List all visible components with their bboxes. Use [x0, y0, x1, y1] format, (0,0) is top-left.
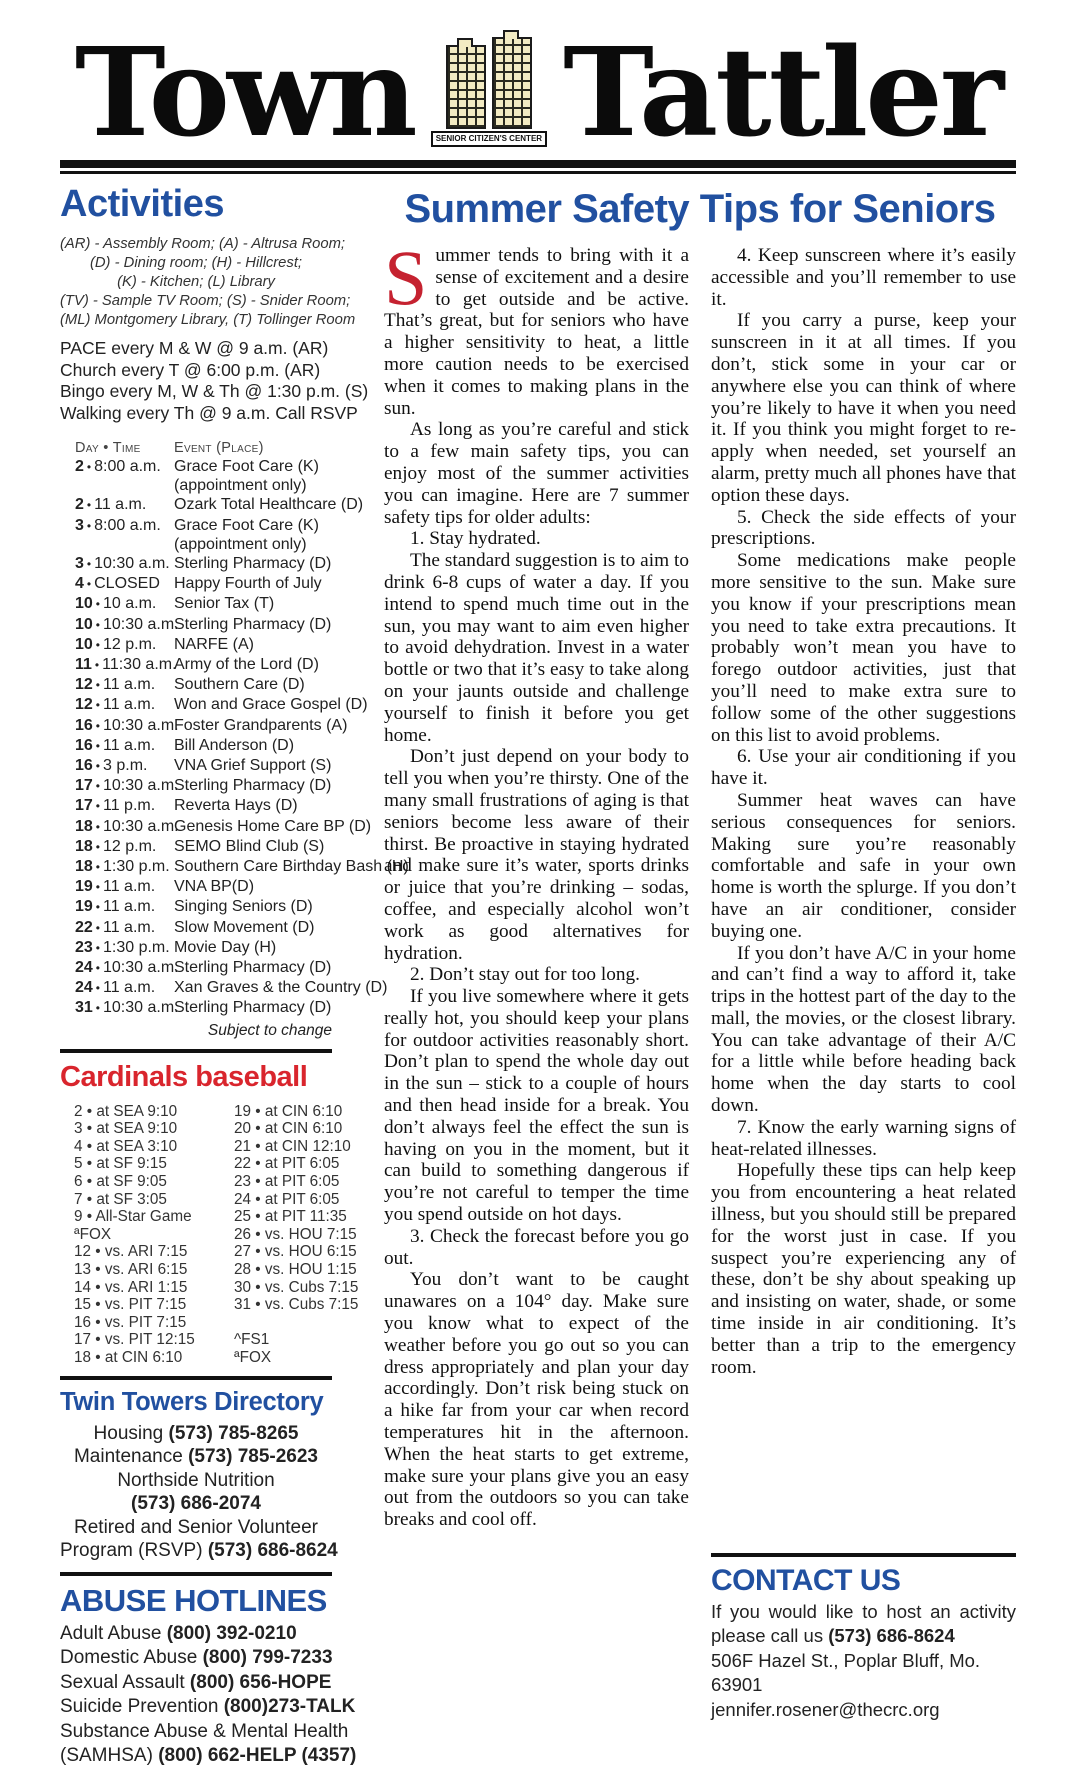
activity-day-time: 4 • CLOSED	[75, 575, 160, 593]
legend-line: (TV) - Sample TV Room; (S) - Snider Room;	[60, 293, 351, 309]
article-paragraph: 2. Don’t stay out for too long.	[410, 964, 640, 986]
bullet-separator: •	[95, 718, 100, 733]
bullet-separator: •	[95, 698, 100, 713]
activity-row	[75, 776, 332, 796]
activity-event: Sterling Pharmacy (D)	[174, 555, 332, 573]
article-paragraph: The standard suggestion is to aim to drink 6-8 cups of water a day. If you intend to spend much time out in the sun, you may want to aim even higher to avoid dehydration. Invest in a water bottle or two that it’s easy to take along on your jaunts outside and challenge yourself to finish it before you get home.	[384, 550, 689, 746]
activity-event: Won and Grace Gospel (D)	[174, 696, 368, 714]
activity-row	[75, 655, 332, 675]
baseball-game: 24 • at PIT 6:05	[234, 1190, 340, 1208]
activity-row	[75, 675, 332, 695]
bullet-separator: •	[95, 860, 100, 875]
activity-event: Reverta Hays (D)	[174, 797, 298, 815]
section-divider	[60, 1572, 332, 1576]
activity-day-time: 10 • 10:30 a.m.	[75, 615, 179, 633]
bullet-separator: •	[95, 880, 100, 895]
activity-day-time: 31 • 10:30 a.m.	[75, 999, 179, 1017]
article-paragraph: 4. Keep sunscreen where it’s easily accessible and you’ll remember to use it.	[711, 245, 1016, 310]
baseball-game: 4 • at SEA 3:10	[74, 1137, 178, 1155]
activity-day-time: 16 • 11 a.m.	[75, 736, 156, 754]
bullet-separator: •	[95, 779, 100, 794]
activity-day-time: 18 • 12 p.m.	[75, 837, 157, 855]
baseball-game: 16 • vs. PIT 7:15	[74, 1313, 187, 1331]
directory-line: Northside Nutrition	[117, 1469, 275, 1491]
hotline-lines	[60, 1622, 357, 1769]
article-paragraph: You don’t want to be caught unawares on a 104° day. Make sure you know what to expect of the weather before you go out so you can dress appropriately and plan your day accordingly. Don’t risk being stuck on a hike far from your car when record temperatures hit in the afternoon. When the heat starts to get extreme, make sure your plans give you an easy out from the outdoors so you can take breaks and cool off.	[384, 1269, 689, 1531]
activity-day-time: 11 • 11:30 a.m.	[75, 656, 177, 674]
baseball-game: 25 • at PIT 11:35	[234, 1208, 347, 1226]
baseball-column-left	[74, 1103, 234, 1367]
hotline-line: Sexual Assault (800) 656-HOPE	[60, 1671, 332, 1693]
baseball-game: 2 • at SEA 9:10	[74, 1102, 178, 1120]
bullet-separator: •	[95, 920, 100, 935]
activity-event: Army of the Lord (D)	[174, 656, 319, 674]
bullet-separator: •	[95, 597, 100, 612]
article-paragraph: Hopefully these tips can help keep you from encountering a heat related illness, but you should still be prepared for the worst just in case. If you suspect you’re experiencing any of these, don’t be shy about speaking up and insisting on water, shade, or some time inside in air conditioning. It’s better than a trip to the emergency room.	[711, 1160, 1016, 1378]
activity-row	[75, 495, 364, 515]
bullet-separator: •	[86, 577, 92, 592]
article-paragraph: 7. Know the early warning signs of heat-related illnesses.	[711, 1116, 1016, 1160]
legend-line: (ML) Montgomery Library, (T) Tollinger Room	[60, 312, 356, 328]
activity-row	[75, 817, 372, 837]
activity-day-time: 10 • 10 a.m.	[75, 595, 157, 613]
legend-line: (K) - Kitchen; (L) Library	[117, 274, 275, 290]
activity-row	[75, 897, 332, 917]
hotline-line: Substance Abuse & Mental Health	[60, 1720, 349, 1742]
activity-event: Genesis Home Care BP (D)	[174, 817, 372, 835]
baseball-game: 19 • at CIN 6:10	[234, 1102, 343, 1120]
baseball-game: 26 • vs. HOU 7:15	[234, 1225, 357, 1243]
contact-email: jennifer.rosener@thecrc.org	[711, 1699, 940, 1721]
baseball-game	[234, 1314, 358, 1332]
activity-row	[75, 918, 332, 938]
activity-event: Slow Movement (D)	[174, 918, 315, 936]
recurring-line: Church every T @ 6:00 p.m. (AR)	[60, 359, 321, 380]
activity-row	[75, 554, 332, 574]
baseball-column-right	[234, 1103, 358, 1367]
activity-day-time: 22 • 11 a.m.	[75, 918, 156, 936]
activity-event: Sterling Pharmacy (D)	[174, 999, 332, 1017]
activity-row	[75, 457, 332, 495]
tower-left	[446, 45, 486, 129]
room-legend	[60, 235, 356, 330]
activity-event: SEMO Blind Club (S)	[174, 837, 325, 855]
activities-title: Activities	[60, 183, 224, 225]
article-columns	[384, 234, 1016, 1723]
page-content	[60, 178, 1016, 1769]
activity-event: Grace Foot Care (K) (appointment only)	[174, 457, 332, 495]
bullet-separator: •	[95, 961, 100, 976]
baseball-game: 18 • at CIN 6:10	[74, 1349, 183, 1366]
baseball-game: 15 • vs. PIT 7:15	[74, 1296, 187, 1314]
twin-towers-icon	[431, 37, 547, 147]
activity-event: Movie Day (H)	[174, 938, 277, 956]
masthead-title-town: Town	[74, 20, 415, 165]
tower-cap	[503, 30, 519, 39]
activity-row	[75, 877, 332, 897]
baseball-game: 31 • vs. Cubs 7:15	[234, 1296, 359, 1314]
bullet-separator: •	[95, 617, 100, 632]
article-paragraph: 1. Stay hydrated.	[410, 528, 541, 550]
bullet-separator: •	[86, 518, 92, 533]
activity-day-time: 24 • 10:30 a.m.	[75, 959, 179, 977]
header-day-time: Day • Time	[75, 440, 141, 456]
activity-row	[75, 615, 332, 635]
activity-day-time: 12 • 11 a.m.	[75, 696, 156, 714]
bullet-separator: •	[94, 658, 100, 673]
activities-table	[60, 439, 409, 1040]
baseball-title: Cardinals baseball	[60, 1060, 308, 1093]
activity-row	[75, 695, 368, 715]
recurring-line: Walking every Th @ 9 a.m. Call RSVP	[60, 402, 358, 423]
tower-right	[492, 37, 532, 129]
baseball-game: ªFOX	[234, 1349, 272, 1366]
subject-to-change-note: Subject to change	[207, 1021, 332, 1039]
activity-row	[75, 635, 332, 655]
contact-phone: (573) 686-8624	[828, 1625, 955, 1647]
directory-line: Housing (573) 785-8265	[93, 1422, 299, 1444]
article-title: Summer Safety Tips for Seniors	[404, 187, 996, 231]
activity-row	[75, 716, 348, 736]
baseball-game: 20 • at CIN 6:10	[234, 1120, 343, 1138]
contact-address: 506F Hazel St., Poplar Bluff, Mo. 63901	[711, 1650, 981, 1696]
activity-day-time: 18 • 1:30 p.m.	[75, 858, 170, 876]
bullet-separator: •	[86, 460, 92, 474]
section-divider	[60, 1376, 332, 1380]
baseball-game: 22 • at PIT 6:05	[234, 1155, 340, 1173]
activity-row	[75, 796, 332, 816]
article-paragraph: 3. Check the forecast before you go out.	[384, 1225, 689, 1269]
activity-event: Bill Anderson (D)	[174, 736, 295, 754]
activity-note: (appointment only)	[174, 535, 307, 553]
activity-event: Grace Foot Care (K) (appointment only)	[174, 516, 332, 554]
hotline-line: Domestic Abuse (800) 799-7233	[60, 1647, 333, 1669]
hotlines-title: ABUSE HOTLINES	[60, 1582, 327, 1618]
section-divider	[60, 1049, 332, 1053]
baseball-game: 30 • vs. Cubs 7:15	[234, 1278, 359, 1296]
activity-event: Sterling Pharmacy (D)	[174, 615, 332, 633]
activity-event: Foster Grandparents (A)	[174, 716, 348, 734]
activity-day-time: 23 • 1:30 p.m.	[75, 938, 170, 956]
baseball-game: 6 • at SF 9:05	[74, 1173, 167, 1191]
activity-day-time: 19 • 11 a.m.	[75, 898, 156, 916]
article-paragraph: 6. Use your air conditioning if you have it.	[711, 746, 1016, 790]
directory-line: Program (RSVP) (573) 686-8624	[60, 1540, 338, 1562]
contact-title: CONTACT US	[711, 1564, 901, 1598]
activity-row	[75, 978, 388, 998]
article-paragraph: If you live somewhere where it gets really hot, you should keep your plans for outdoor activities reasonably short. Don’t plan to spend the whole day out in the sun – stick to a couple of hours and then head inside for a break. You don’t always feel the effect the sun is having on you in the moment, but it can build to something dangerous if you’re not careful to temper the time you spend outside on hot days.	[384, 986, 689, 1226]
activity-row	[75, 594, 332, 614]
masthead	[60, 16, 1016, 165]
activity-day-time: 16 • 3 p.m.	[75, 757, 148, 775]
contact-section	[711, 1553, 1016, 1722]
activity-row	[75, 516, 332, 554]
activity-row	[75, 938, 332, 958]
dropcap-letter: S	[384, 234, 428, 321]
baseball-game: 7 • at SF 3:05	[74, 1190, 167, 1208]
activity-note: (appointment only)	[174, 477, 307, 495]
bullet-separator: •	[86, 498, 92, 513]
activity-day-time: 3 • 8:00 a.m.	[75, 516, 161, 534]
article-col2-paragraphs	[711, 245, 1016, 1378]
activity-event: Singing Seniors (D)	[174, 898, 313, 916]
activity-day-time: 12 • 11 a.m.	[75, 676, 156, 694]
header-event: Event (Place)	[174, 440, 264, 456]
activity-event: NARFE (A)	[174, 635, 254, 653]
baseball-game: 23 • at PIT 6:05	[234, 1173, 340, 1191]
directory-title: Twin Towers Directory	[60, 1387, 324, 1416]
hotline-line: (SAMHSA) (800) 662-HELP (4357)	[60, 1745, 357, 1767]
legend-line: (D) - Dining room; (H) - Hillcrest;	[89, 255, 303, 271]
left-column	[60, 178, 409, 1769]
bullet-separator: •	[95, 839, 100, 854]
contact-intro	[711, 1600, 1016, 1648]
activity-event: VNA BP(D)	[174, 878, 255, 896]
baseball-game: 27 • vs. HOU 6:15	[234, 1243, 357, 1261]
baseball-game: 3 • at SEA 9:10	[74, 1120, 178, 1138]
activity-row	[75, 756, 332, 776]
activity-row	[75, 958, 332, 978]
baseball-game: 14 • vs. ARI 1:15	[74, 1278, 188, 1296]
activity-day-time: 24 • 11 a.m.	[75, 979, 156, 997]
contact-intro-text: If you would like to host an activity please call us	[711, 1601, 1016, 1647]
activity-event: Southern Care (D)	[174, 676, 305, 694]
activity-row	[75, 736, 332, 756]
activity-row	[75, 998, 332, 1018]
activity-day-time: 17 • 10:30 a.m.	[75, 777, 179, 795]
article-paragraph: If you don’t have A/C in your home and can’t find a way to afford it, take trips in the hottest part of the day to the mall, the movies, or the closest library. You can take advantage of their A/C for a little while before heading back home when the day starts to cool down.	[711, 942, 1016, 1117]
senior-center-label: SENIOR CITIZEN'S CENTER	[431, 131, 547, 147]
activity-event: Happy Fourth of July	[174, 575, 322, 593]
opening-text: ummer tends to bring with it a sense of excitement and a desire to get outside and be active. That’s great, but for seniors who have a higher sensitivity to heat, a little more caution needs to be exercised when it comes to making plans in the sun.	[384, 245, 689, 419]
activity-event: Southern Care Birthday Bash (H)	[174, 858, 409, 876]
directory-lines	[60, 1422, 338, 1563]
article-column-2	[711, 245, 1016, 1723]
activity-event: Xan Graves & the Country (D)	[174, 979, 388, 997]
article-paragraph: 5. Check the side effects of your prescriptions.	[711, 506, 1016, 550]
article-paragraph: As long as you’re careful and stick to a few main safety tips, you can enjoy most of the summer activities you can imagine. Here are 7 summer safety tips for older adults:	[384, 419, 689, 528]
activities-rows	[75, 457, 409, 1019]
recurring-line: PACE every M & W @ 9 a.m. (AR)	[60, 338, 329, 358]
bullet-separator: •	[95, 637, 100, 652]
baseball-game: ^FS1	[234, 1331, 270, 1349]
bullet-separator: •	[95, 900, 100, 915]
article-opening-paragraph	[384, 234, 689, 419]
baseball-game: 28 • vs. HOU 1:15	[234, 1261, 357, 1279]
article-paragraph: If you carry a purse, keep your sunscreen in it at all times. If you don’t, stick some in your car or anywhere else you can think of where you’re likely to have it when you need it. If you think you might forget to re-apply when needed, set yourself an alarm, pretty much all phones have that option these days.	[711, 310, 1016, 506]
activity-day-time: 19 • 11 a.m.	[75, 878, 156, 896]
bullet-separator: •	[95, 678, 100, 693]
towers-graphic	[446, 37, 532, 129]
activity-day-time: 10 • 12 p.m.	[75, 635, 157, 653]
directory-line: (573) 686-2074	[131, 1493, 261, 1515]
activity-day-time: 18 • 10:30 a.m.	[75, 817, 179, 835]
bullet-separator: •	[95, 981, 100, 996]
baseball-game: 5 • at SF 9:15	[74, 1155, 167, 1173]
article-column-1	[384, 234, 689, 1723]
activity-row	[75, 574, 332, 594]
article-paragraph: Some medications make people more sensitive to the sun. Make sure you know if your prescriptions mean you need to take extra precautions. It probably won’t mean you have to forego outdoor activities, just that you’ll need to make extra sure to follow some of the other suggestions on this list to avoid problems.	[711, 550, 1016, 746]
legend-line: (AR) - Assembly Room; (A) - Altrusa Room;	[60, 236, 346, 252]
directory-line: Retired and Senior Volunteer	[74, 1516, 318, 1538]
directory-line: Maintenance (573) 785-2623	[73, 1446, 318, 1468]
activity-day-time: 2 • 11 a.m.	[75, 496, 147, 514]
bullet-separator: •	[95, 799, 100, 814]
article-paragraph: Summer heat waves can have serious consequences for seniors. Making sure you’re reasonably comfortable and safe in your own home is worth the splurge. If you don’t have an air conditioner, consider buying one.	[711, 789, 1016, 942]
bullet-separator: •	[95, 759, 100, 774]
activity-day-time: 17 • 11 p.m.	[75, 797, 156, 815]
activities-table-header	[75, 439, 332, 457]
activity-event: Sterling Pharmacy (D)	[174, 777, 332, 795]
baseball-game: 21 • at CIN 12:10	[234, 1137, 351, 1155]
baseball-game: 9 • All-Star Game	[74, 1208, 192, 1226]
tower-cap	[457, 38, 473, 47]
bullet-separator: •	[95, 1001, 100, 1016]
activity-day-time: 3 • 10:30 a.m.	[75, 555, 170, 573]
activity-day-time: 2 • 8:00 a.m.	[75, 458, 161, 475]
activity-event: Ozark Total Healthcare (D)	[174, 496, 364, 514]
bullet-separator: •	[86, 557, 92, 572]
bullet-separator: •	[95, 738, 100, 753]
article-paragraph: Don’t just depend on your body to tell you when you’re thirsty. One of the many small frustrations of aging is that seniors become less aware of their thirst. Be proactive in staying hydrated and make sure it’s water, sports drinks or juice that you’re drinking – sodas, coffee, and especially alcohol won’t work as good alternatives for hydration.	[384, 746, 689, 964]
hotline-line: Adult Abuse (800) 392-0210	[60, 1622, 297, 1644]
baseball-game: 12 • vs. ARI 7:15	[74, 1243, 188, 1261]
baseball-game: ªFOX	[74, 1225, 112, 1243]
activity-row	[75, 857, 409, 877]
activity-day-time: 16 • 10:30 a.m.	[75, 716, 179, 734]
activity-row	[75, 837, 332, 857]
baseball-game: 17 • vs. PIT 12:15	[74, 1331, 195, 1349]
activity-event: Senior Tax (T)	[174, 595, 275, 613]
recurring-activities	[60, 338, 369, 424]
article	[384, 178, 1016, 1769]
baseball-schedule	[60, 1102, 359, 1367]
hotline-line: Suicide Prevention (800)273-TALK	[60, 1696, 356, 1718]
bullet-separator: •	[95, 819, 100, 834]
baseball-game: 13 • vs. ARI 6:15	[74, 1261, 188, 1279]
article-col1-paragraphs	[384, 419, 689, 1531]
recurring-line: Bingo every M, W & Th @ 1:30 p.m. (S)	[60, 381, 369, 401]
bullet-separator: •	[95, 940, 100, 955]
masthead-title-tattler: Tattler	[563, 20, 1002, 165]
activity-event: Sterling Pharmacy (D)	[174, 959, 332, 977]
activity-event: VNA Grief Support (S)	[174, 757, 332, 775]
